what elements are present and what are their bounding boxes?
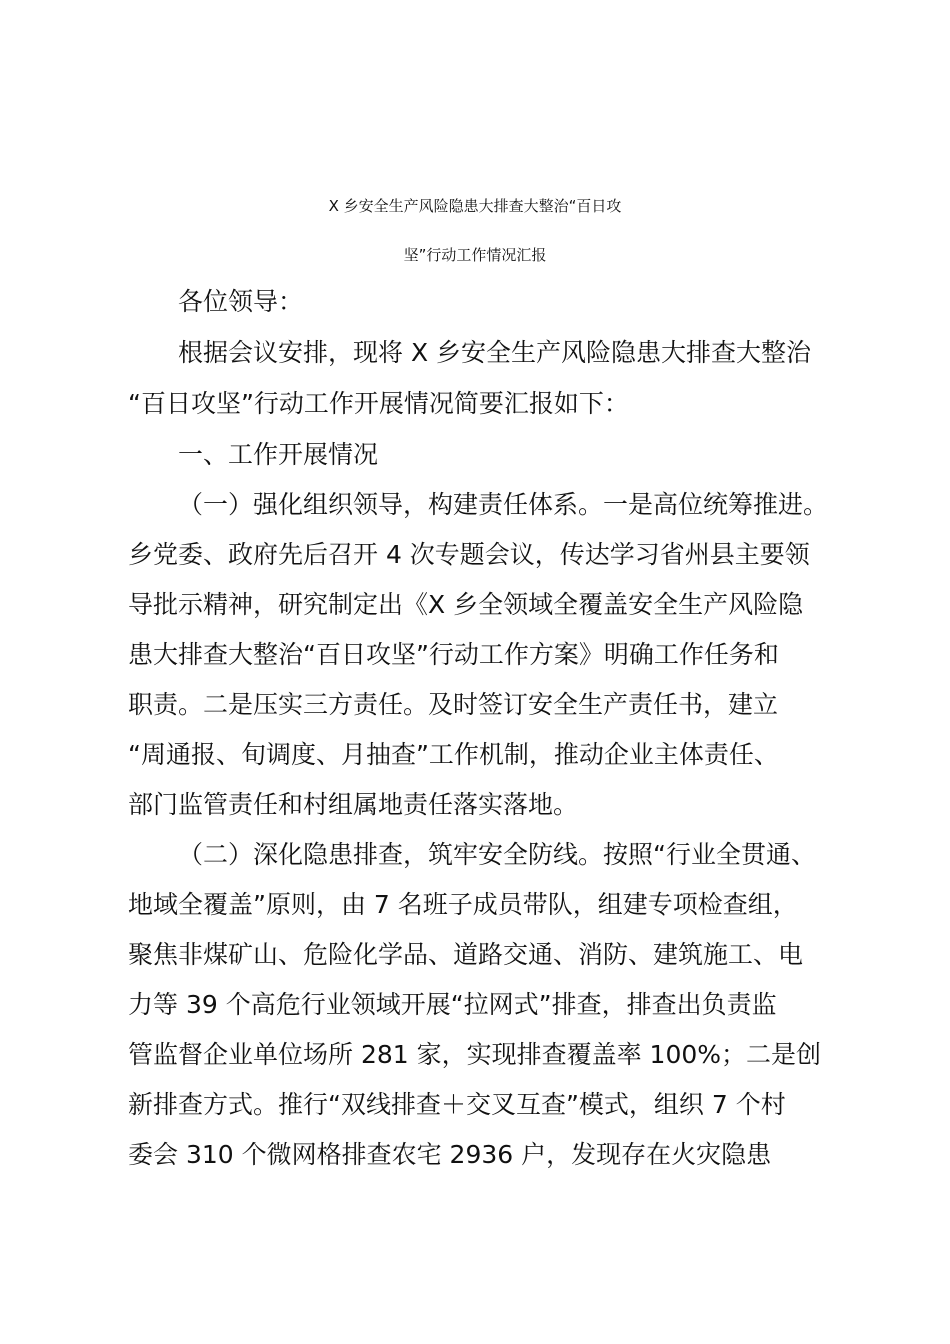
paragraph-1-line-6: “周通报、旬调度、月抽查”工作机制，推动企业主体责任、 — [128, 740, 779, 769]
paragraph-2-line-6: 新排查方式。推行“双线排查＋交叉互查”模式，组织 7 个村 — [128, 1090, 786, 1119]
paragraph-1-line-5: 职责。二是压实三方责任。及时签订安全生产责任书，建立 — [128, 690, 779, 719]
document-title-line-2: 坚”行动工作情况汇报 — [403, 246, 547, 264]
paragraph-2-line-2: 地域全覆盖”原则，由 7 名班子成员带队，组建专项检查组， — [128, 890, 798, 919]
paragraph-1-line-3: 导批示精神，研究制定出《X 乡全领域全覆盖安全生产风险隐 — [128, 590, 804, 619]
intro-line-2: “百日攻坚”行动工作开展情况简要汇报如下： — [128, 389, 629, 418]
section-heading-1: 一、工作开展情况 — [178, 440, 379, 469]
paragraph-2-line-7: 委会 310 个微网格排查农宅 2936 户，发现存在火灾隐患 — [128, 1140, 772, 1169]
paragraph-1-line-2: 乡党委、政府先后召开 4 次专题会议，传达学习省州县主要领 — [128, 540, 810, 569]
paragraph-2-line-1: （二）深化隐患排查，筑牢安全防线。按照“行业全贯通、 — [178, 840, 816, 869]
paragraph-2-line-3: 聚焦非煤矿山、危险化学品、道路交通、消防、建筑施工、电 — [128, 940, 804, 969]
paragraph-2-line-5: 管监督企业单位场所 281 家，实现排查覆盖率 100%；二是创 — [128, 1040, 822, 1069]
paragraph-2-line-4: 力等 39 个高危行业领域开展“拉网式”排查，排查出负责监 — [128, 990, 777, 1019]
paragraph-1-line-7: 部门监管责任和村组属地责任落实落地。 — [128, 790, 579, 819]
salutation: 各位领导： — [178, 287, 304, 316]
document-title-line-1: X 乡安全生产风险隐患大排查大整治“百日攻 — [328, 197, 622, 215]
intro-line-1: 根据会议安排，现将 X 乡安全生产风险隐患大排查大整治 — [178, 338, 812, 367]
paragraph-1-line-1: （一）强化组织领导，构建责任体系。一是高位统筹推进。 — [178, 490, 829, 519]
paragraph-1-line-4: 患大排查大整治“百日攻坚”行动工作方案》明确工作任务和 — [128, 640, 779, 669]
